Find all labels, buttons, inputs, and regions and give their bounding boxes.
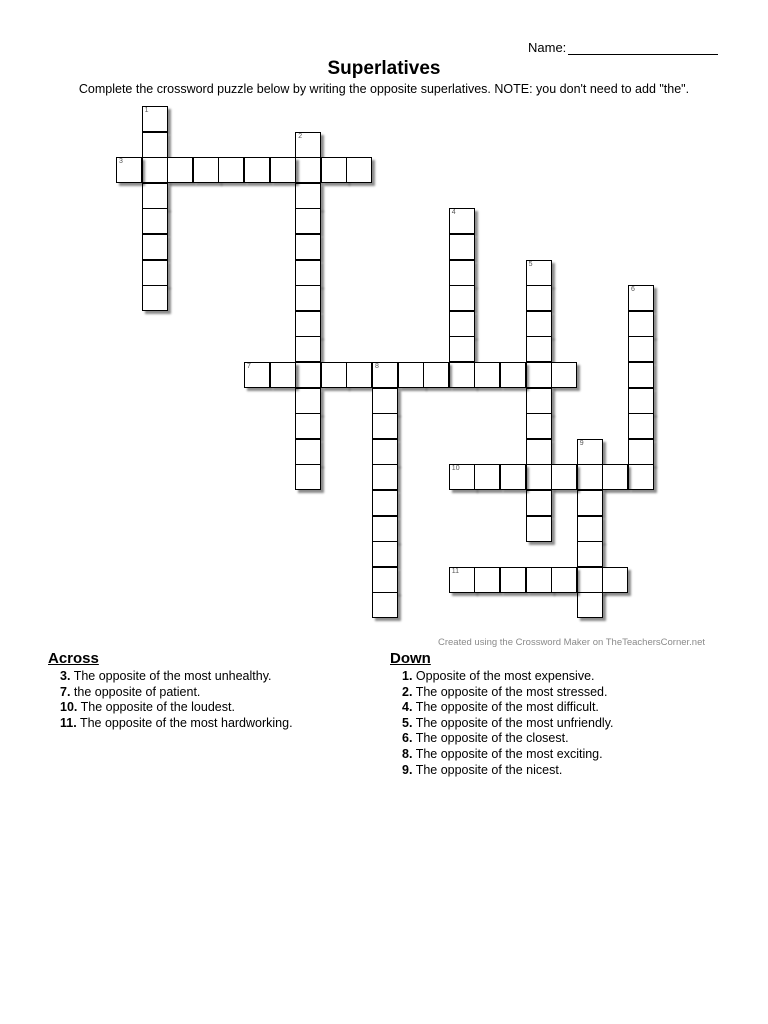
- crossword-cell[interactable]: [628, 413, 654, 439]
- crossword-cell[interactable]: [577, 490, 603, 516]
- crossword-cell[interactable]: [449, 311, 475, 337]
- crossword-cell[interactable]: [295, 234, 321, 260]
- crossword-cell[interactable]: [142, 285, 168, 311]
- cell-number: 4: [451, 209, 456, 217]
- down-clue: 6. The opposite of the closest.: [402, 731, 569, 746]
- crossword-cell[interactable]: [142, 234, 168, 260]
- crossword-cell[interactable]: [372, 490, 398, 516]
- across-clue: 7. the opposite of patient.: [60, 684, 201, 699]
- crossword-cell[interactable]: [526, 336, 552, 362]
- crossword-cell[interactable]: [372, 413, 398, 439]
- crossword-cell[interactable]: [270, 157, 296, 183]
- crossword-cell[interactable]: [577, 592, 603, 618]
- crossword-cell[interactable]: [449, 285, 475, 311]
- crossword-cell[interactable]: [167, 157, 193, 183]
- crossword-cell[interactable]: [500, 464, 526, 490]
- crossword-cell[interactable]: [116, 157, 142, 183]
- crossword-cell[interactable]: [551, 567, 577, 593]
- crossword-cell[interactable]: [295, 388, 321, 414]
- crossword-cell[interactable]: [602, 567, 628, 593]
- crossword-cell[interactable]: [628, 439, 654, 465]
- crossword-cell[interactable]: [142, 106, 168, 132]
- crossword-cell[interactable]: [526, 285, 552, 311]
- crossword-cell[interactable]: [372, 388, 398, 414]
- crossword-cell[interactable]: [449, 464, 475, 490]
- crossword-cell[interactable]: [321, 157, 347, 183]
- crossword-cell[interactable]: [526, 567, 552, 593]
- crossword-cell[interactable]: [449, 260, 475, 286]
- crossword-cell[interactable]: [372, 464, 398, 490]
- cell-number: 9: [579, 439, 584, 447]
- crossword-cell[interactable]: [270, 362, 296, 388]
- crossword-cell[interactable]: [628, 464, 654, 490]
- down-clue: 4. The opposite of the most difficult.: [402, 700, 599, 715]
- down-clue: 8. The opposite of the most exciting.: [402, 746, 603, 761]
- cell-number: 2: [298, 132, 303, 140]
- crossword-cell[interactable]: [526, 388, 552, 414]
- crossword-cell[interactable]: [142, 157, 168, 183]
- crossword-cell[interactable]: [372, 516, 398, 542]
- name-label: Name:: [528, 40, 567, 55]
- crossword-cell[interactable]: [295, 157, 321, 183]
- crossword-cell[interactable]: [449, 234, 475, 260]
- crossword-cell[interactable]: [628, 336, 654, 362]
- down-clue: 9. The opposite of the nicest.: [402, 762, 563, 777]
- crossword-cell[interactable]: [295, 439, 321, 465]
- crossword-cell[interactable]: [423, 362, 449, 388]
- crossword-cell[interactable]: [295, 464, 321, 490]
- crossword-cell[interactable]: [526, 362, 552, 388]
- crossword-cell[interactable]: [295, 260, 321, 286]
- crossword-cell[interactable]: [449, 208, 475, 234]
- across-clue: 11. The opposite of the most hardworking.: [60, 715, 293, 730]
- crossword-cell[interactable]: [628, 311, 654, 337]
- cell-number: 3: [119, 158, 123, 166]
- crossword-cell[interactable]: [474, 567, 500, 593]
- across-clue: 10. The opposite of the loudest.: [60, 700, 235, 715]
- crossword-cell[interactable]: [295, 336, 321, 362]
- crossword-cell[interactable]: [193, 157, 219, 183]
- crossword-cell[interactable]: [449, 362, 475, 388]
- cell-number: 8: [375, 363, 379, 370]
- down-clue: 5. The opposite of the most unfriendly.: [402, 715, 614, 730]
- crossword-cell[interactable]: [295, 132, 321, 158]
- crossword-cell[interactable]: [218, 157, 244, 183]
- across-heading: Across: [48, 650, 99, 667]
- crossword-cell[interactable]: [346, 157, 372, 183]
- cell-number: 10: [451, 465, 460, 473]
- crossword-cell[interactable]: [577, 439, 603, 465]
- crossword-cell[interactable]: [526, 516, 552, 542]
- down-clue: 2. The opposite of the most stressed.: [402, 684, 608, 699]
- crossword-cell[interactable]: [628, 285, 654, 311]
- crossword-cell[interactable]: [372, 362, 398, 388]
- cell-number: 6: [631, 286, 635, 294]
- crossword-cell[interactable]: [526, 260, 552, 286]
- crossword-cell[interactable]: [500, 362, 526, 388]
- cell-number: 1: [144, 107, 149, 114]
- crossword-cell[interactable]: [372, 592, 398, 618]
- crossword-cell[interactable]: [551, 464, 577, 490]
- page-title: Superlatives: [327, 58, 441, 79]
- crossword-cell[interactable]: [526, 413, 552, 439]
- crossword-cell[interactable]: [474, 362, 500, 388]
- crossword-cell[interactable]: [295, 208, 321, 234]
- instructions: Complete the crossword puzzle below by writing the opposite superlatives. NOTE: you don't need to add "the".: [78, 82, 690, 96]
- crossword-cell[interactable]: [551, 362, 577, 388]
- crossword-cell[interactable]: [142, 260, 168, 286]
- crossword-cell[interactable]: [449, 336, 475, 362]
- crossword-cell[interactable]: [577, 516, 603, 542]
- crossword-cell[interactable]: [526, 490, 552, 516]
- crossword-cell[interactable]: [526, 439, 552, 465]
- crossword-cell[interactable]: [321, 362, 347, 388]
- crossword-cell[interactable]: [142, 132, 168, 158]
- crossword-cell[interactable]: [628, 362, 654, 388]
- crossword-cell[interactable]: [372, 567, 398, 593]
- crossword-cell[interactable]: [449, 567, 475, 593]
- crossword-cell[interactable]: [526, 464, 552, 490]
- cell-number: 11: [451, 567, 460, 575]
- cell-number: 7: [247, 363, 251, 370]
- crossword-cell[interactable]: [372, 541, 398, 567]
- crossword-cell[interactable]: [474, 464, 500, 490]
- crossword-cell[interactable]: [295, 311, 321, 337]
- crossword-cell[interactable]: [244, 362, 270, 388]
- crossword-cell[interactable]: [500, 567, 526, 593]
- crossword-cell[interactable]: [295, 362, 321, 388]
- crossword-cell[interactable]: [346, 362, 372, 388]
- crossword-cell[interactable]: [295, 183, 321, 209]
- down-clues: [390, 650, 613, 778]
- crossword-cell[interactable]: [602, 464, 628, 490]
- crossword-cell[interactable]: [577, 541, 603, 567]
- cell-number: 5: [528, 260, 533, 268]
- crossword-cell[interactable]: [577, 567, 603, 593]
- down-heading: Down: [390, 650, 431, 667]
- crossword-cell[interactable]: [295, 413, 321, 439]
- crossword-cell[interactable]: [577, 464, 603, 490]
- crossword-cell[interactable]: [244, 157, 270, 183]
- crossword-cell[interactable]: [142, 208, 168, 234]
- down-clue: 1. Opposite of the most expensive.: [402, 669, 595, 683]
- across-clues: [48, 650, 293, 731]
- credit-line: Created using the Crossword Maker on TheTeachersCorner.net: [438, 637, 706, 648]
- crossword-cell[interactable]: [628, 388, 654, 414]
- crossword-cell[interactable]: [526, 311, 552, 337]
- crossword-cell[interactable]: [398, 362, 424, 388]
- across-clue: 3. The opposite of the most unhealthy.: [60, 669, 272, 683]
- crossword-cell[interactable]: [295, 285, 321, 311]
- crossword-cell[interactable]: [372, 439, 398, 465]
- crossword-cell[interactable]: [142, 183, 168, 209]
